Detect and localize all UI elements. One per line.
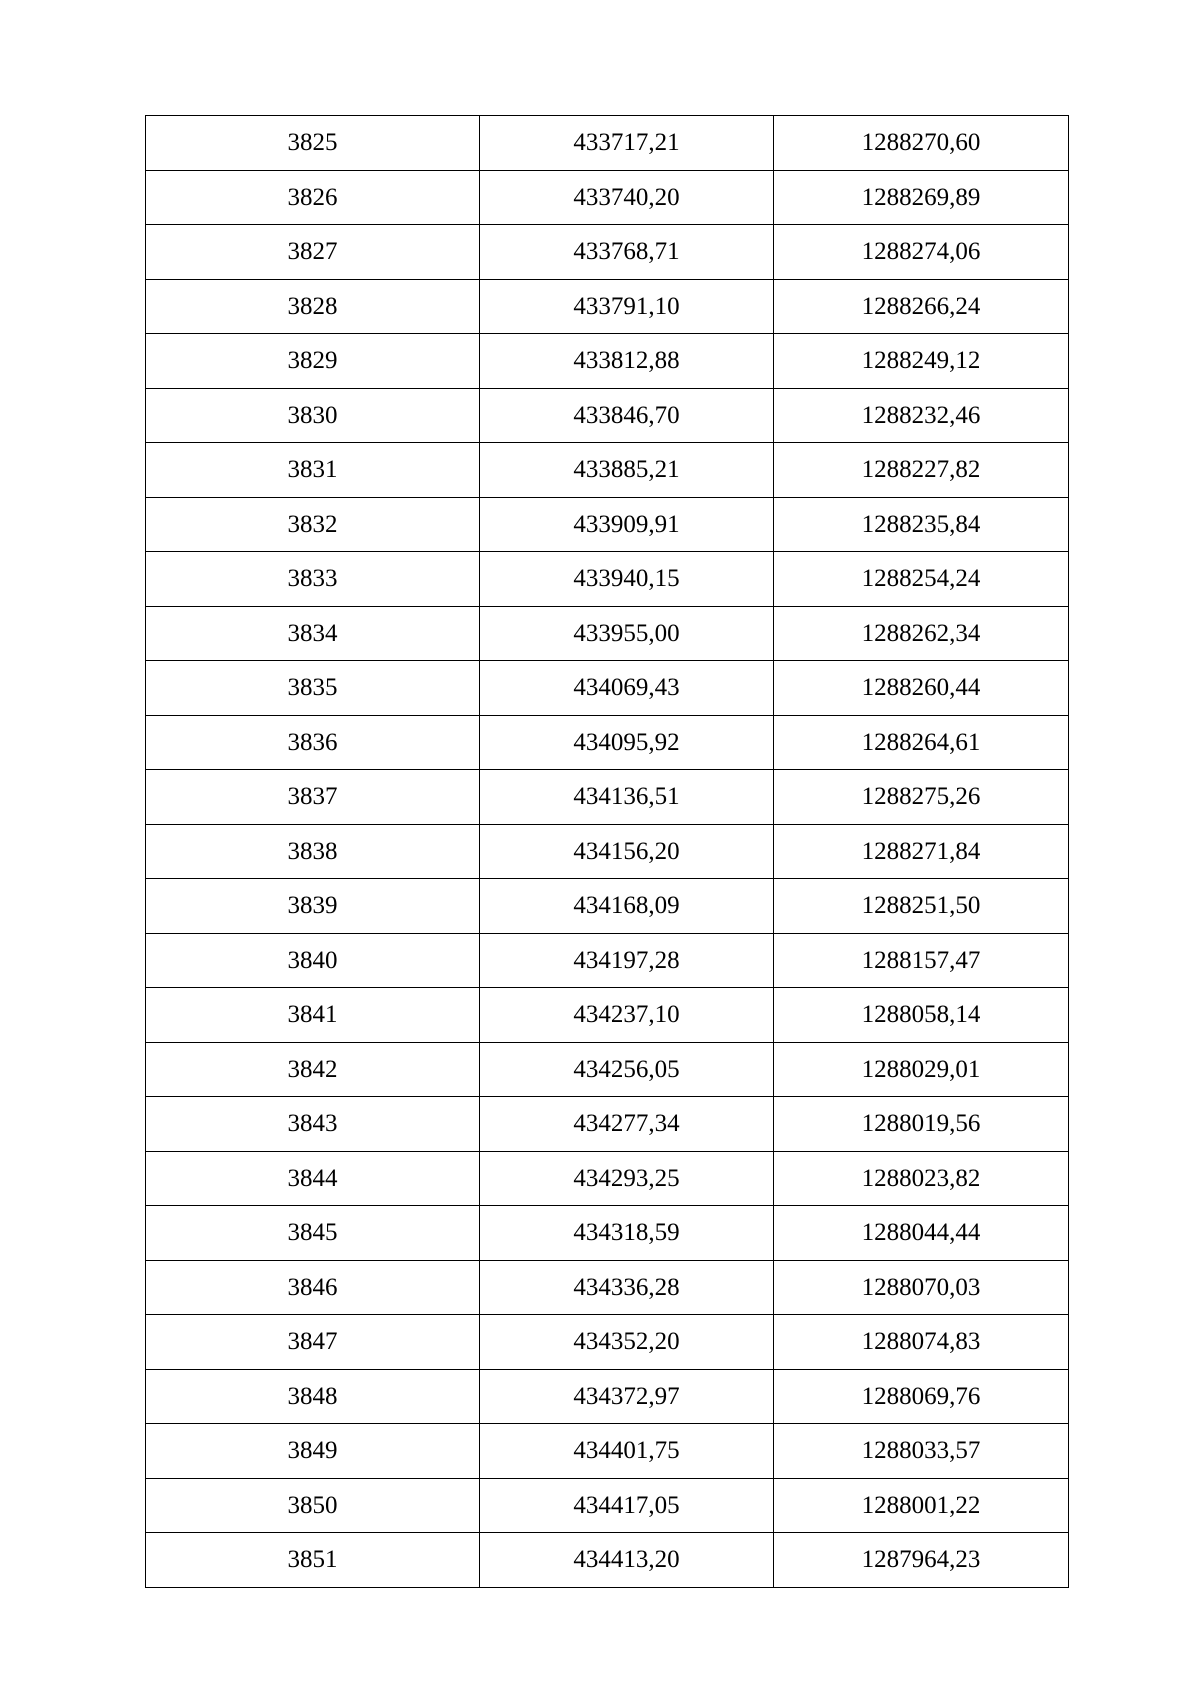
x-coordinate-cell: 434293,25 (480, 1151, 774, 1206)
y-coordinate-cell: 1288235,84 (774, 497, 1069, 552)
table-row (146, 824, 1069, 879)
point-number-cell: 3837 (146, 770, 480, 825)
point-number-cell: 3843 (146, 1097, 480, 1152)
y-coordinate-cell: 1288249,12 (774, 334, 1069, 389)
point-number-cell: 3841 (146, 988, 480, 1043)
table-row (146, 715, 1069, 770)
table-row (146, 497, 1069, 552)
y-coordinate-cell: 1288251,50 (774, 879, 1069, 934)
point-number-cell: 3846 (146, 1260, 480, 1315)
table-row (146, 279, 1069, 334)
y-coordinate-cell: 1288274,06 (774, 225, 1069, 280)
point-number-cell: 3851 (146, 1533, 480, 1588)
y-coordinate-cell: 1288271,84 (774, 824, 1069, 879)
x-coordinate-cell: 434168,09 (480, 879, 774, 934)
x-coordinate-cell: 433812,88 (480, 334, 774, 389)
point-number-cell: 3840 (146, 933, 480, 988)
y-coordinate-cell: 1288033,57 (774, 1424, 1069, 1479)
x-coordinate-cell: 433955,00 (480, 606, 774, 661)
x-coordinate-cell: 434372,97 (480, 1369, 774, 1424)
y-coordinate-cell: 1288001,22 (774, 1478, 1069, 1533)
table-row (146, 770, 1069, 825)
table-row (146, 1260, 1069, 1315)
point-number-cell: 3838 (146, 824, 480, 879)
table-row (146, 606, 1069, 661)
x-coordinate-cell: 434069,43 (480, 661, 774, 716)
y-coordinate-cell: 1288058,14 (774, 988, 1069, 1043)
x-coordinate-cell: 434413,20 (480, 1533, 774, 1588)
point-number-cell: 3847 (146, 1315, 480, 1370)
point-number-cell: 3828 (146, 279, 480, 334)
y-coordinate-cell: 1288266,24 (774, 279, 1069, 334)
point-number-cell: 3844 (146, 1151, 480, 1206)
point-number-cell: 3834 (146, 606, 480, 661)
x-coordinate-cell: 434136,51 (480, 770, 774, 825)
point-number-cell: 3842 (146, 1042, 480, 1097)
point-number-cell: 3848 (146, 1369, 480, 1424)
x-coordinate-cell: 434352,20 (480, 1315, 774, 1370)
x-coordinate-cell: 433768,71 (480, 225, 774, 280)
table-row (146, 225, 1069, 280)
x-coordinate-cell: 434156,20 (480, 824, 774, 879)
point-number-cell: 3827 (146, 225, 480, 280)
x-coordinate-cell: 434318,59 (480, 1206, 774, 1261)
table-row (146, 1151, 1069, 1206)
x-coordinate-cell: 433791,10 (480, 279, 774, 334)
x-coordinate-cell: 434417,05 (480, 1478, 774, 1533)
coordinates-table-body (146, 116, 1069, 1588)
point-number-cell: 3831 (146, 443, 480, 498)
table-row (146, 1206, 1069, 1261)
point-number-cell: 3850 (146, 1478, 480, 1533)
table-row (146, 1478, 1069, 1533)
table-row (146, 661, 1069, 716)
x-coordinate-cell: 433717,21 (480, 116, 774, 171)
table-row (146, 1533, 1069, 1588)
table-row (146, 988, 1069, 1043)
table-row (146, 170, 1069, 225)
y-coordinate-cell: 1288262,34 (774, 606, 1069, 661)
x-coordinate-cell: 434256,05 (480, 1042, 774, 1097)
y-coordinate-cell: 1288232,46 (774, 388, 1069, 443)
point-number-cell: 3835 (146, 661, 480, 716)
table-row (146, 552, 1069, 607)
point-number-cell: 3849 (146, 1424, 480, 1479)
x-coordinate-cell: 433846,70 (480, 388, 774, 443)
x-coordinate-cell: 434277,34 (480, 1097, 774, 1152)
y-coordinate-cell: 1288270,60 (774, 116, 1069, 171)
y-coordinate-cell: 1288157,47 (774, 933, 1069, 988)
point-number-cell: 3825 (146, 116, 480, 171)
table-row (146, 443, 1069, 498)
y-coordinate-cell: 1288254,24 (774, 552, 1069, 607)
y-coordinate-cell: 1288074,83 (774, 1315, 1069, 1370)
y-coordinate-cell: 1288260,44 (774, 661, 1069, 716)
x-coordinate-cell: 433885,21 (480, 443, 774, 498)
y-coordinate-cell: 1288044,44 (774, 1206, 1069, 1261)
x-coordinate-cell: 433909,91 (480, 497, 774, 552)
x-coordinate-cell: 434095,92 (480, 715, 774, 770)
point-number-cell: 3829 (146, 334, 480, 389)
table-row (146, 879, 1069, 934)
table-row (146, 1315, 1069, 1370)
point-number-cell: 3833 (146, 552, 480, 607)
y-coordinate-cell: 1288019,56 (774, 1097, 1069, 1152)
y-coordinate-cell: 1288069,76 (774, 1369, 1069, 1424)
x-coordinate-cell: 433940,15 (480, 552, 774, 607)
y-coordinate-cell: 1288227,82 (774, 443, 1069, 498)
y-coordinate-cell: 1288264,61 (774, 715, 1069, 770)
y-coordinate-cell: 1288070,03 (774, 1260, 1069, 1315)
y-coordinate-cell: 1287964,23 (774, 1533, 1069, 1588)
point-number-cell: 3830 (146, 388, 480, 443)
point-number-cell: 3836 (146, 715, 480, 770)
table-row (146, 1042, 1069, 1097)
point-number-cell: 3826 (146, 170, 480, 225)
x-coordinate-cell: 434401,75 (480, 1424, 774, 1479)
y-coordinate-cell: 1288275,26 (774, 770, 1069, 825)
table-row (146, 933, 1069, 988)
table-row (146, 116, 1069, 171)
coordinates-table (145, 115, 1069, 1588)
point-number-cell: 3832 (146, 497, 480, 552)
table-row (146, 1097, 1069, 1152)
table-row (146, 334, 1069, 389)
y-coordinate-cell: 1288029,01 (774, 1042, 1069, 1097)
x-coordinate-cell: 434336,28 (480, 1260, 774, 1315)
y-coordinate-cell: 1288269,89 (774, 170, 1069, 225)
table-row (146, 1424, 1069, 1479)
x-coordinate-cell: 434197,28 (480, 933, 774, 988)
point-number-cell: 3845 (146, 1206, 480, 1261)
x-coordinate-cell: 434237,10 (480, 988, 774, 1043)
point-number-cell: 3839 (146, 879, 480, 934)
y-coordinate-cell: 1288023,82 (774, 1151, 1069, 1206)
x-coordinate-cell: 433740,20 (480, 170, 774, 225)
table-row (146, 388, 1069, 443)
table-row (146, 1369, 1069, 1424)
